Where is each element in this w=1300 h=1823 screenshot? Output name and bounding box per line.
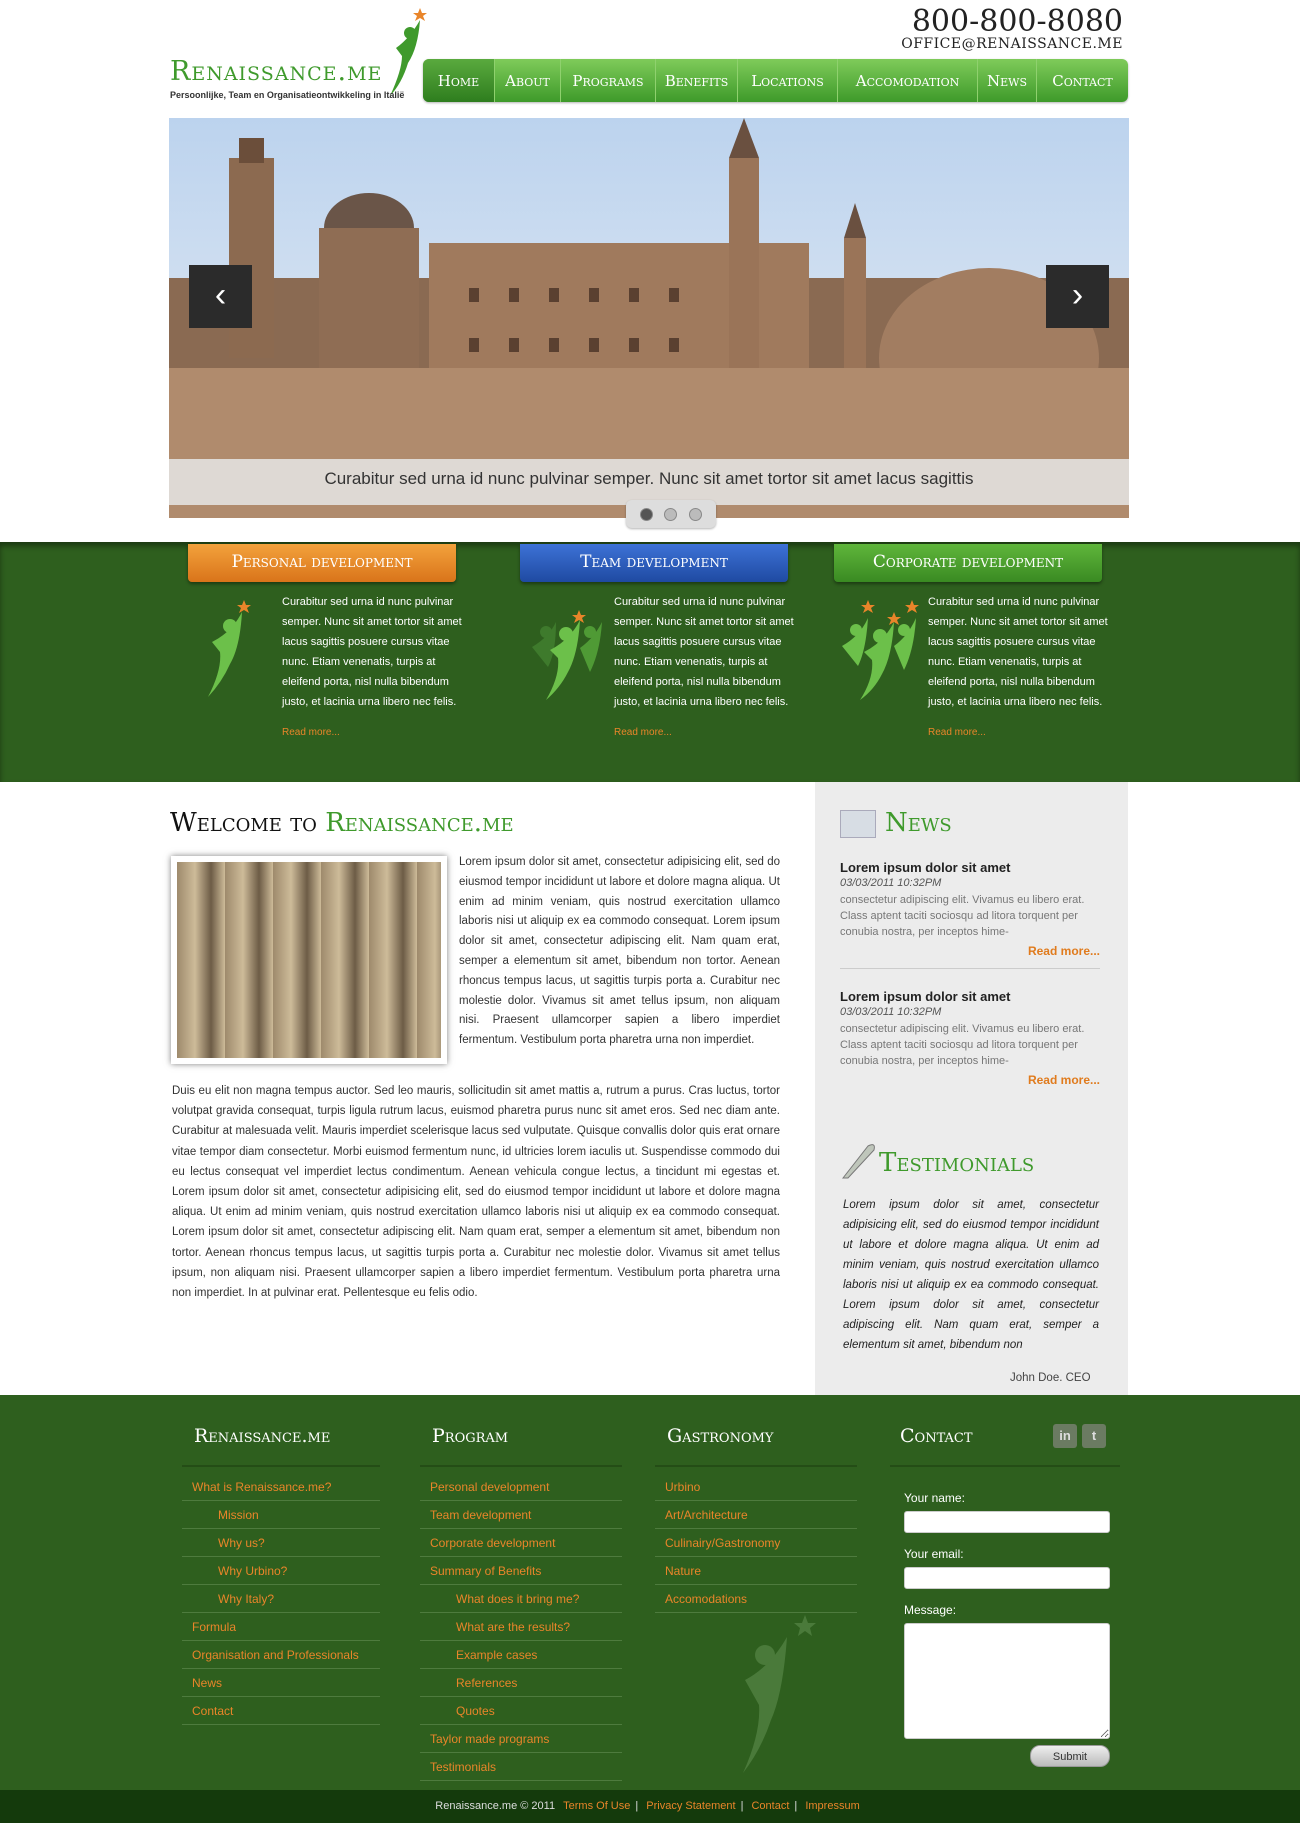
- welcome-heading: [170, 808, 514, 838]
- news-item: [840, 860, 1100, 969]
- feature-corporate: [828, 542, 1128, 782]
- footer-link[interactable]: What is Renaissance.me?: [182, 1473, 380, 1501]
- email-label: Your email:: [904, 1547, 964, 1561]
- footer-link[interactable]: Nature: [655, 1557, 857, 1585]
- slide-caption: Curabitur sed urna id nunc pulvinar semper. Nunc sit amet tortor sit amet lacus sagittis: [169, 459, 1129, 505]
- feature-team-title[interactable]: Team development: [520, 544, 788, 582]
- slider-dot-2[interactable]: [664, 508, 677, 521]
- chevron-left-icon: ‹: [214, 276, 227, 314]
- footer-link[interactable]: Testimonials: [420, 1753, 622, 1781]
- footer-link[interactable]: Taylor made programs: [420, 1725, 622, 1753]
- slide-image: [169, 118, 1129, 518]
- footer-link[interactable]: Mission: [182, 1501, 380, 1529]
- footer-col-gastronomy: [655, 1425, 857, 1613]
- footer-link[interactable]: Organisation and Professionals: [182, 1641, 380, 1669]
- quill-pen-icon: [838, 1140, 878, 1180]
- feature-personal-read-more[interactable]: Read more...: [282, 727, 340, 738]
- feature-personal-text: Curabitur sed urna id nunc pulvinar semper. Nunc sit amet tortor sit amet lacus sagittis posuere cursus vitae nunc. Etiam venenatis, turpis at eleifend porta, nisl nulla bibendum justo, et lacinia urna libero nec felis.: [282, 596, 462, 708]
- person-figure-icon: [192, 592, 262, 702]
- footer-link[interactable]: Formula: [182, 1613, 380, 1641]
- twitter-icon[interactable]: t: [1082, 1424, 1106, 1448]
- news-read-more[interactable]: Read more...: [1027, 1073, 1100, 1087]
- testimonial-author: John Doe. CEO: [1010, 1372, 1091, 1384]
- chevron-right-icon: ›: [1071, 276, 1084, 314]
- newspaper-icon: [840, 810, 876, 838]
- footer-link[interactable]: Summary of Benefits: [420, 1557, 622, 1585]
- email-input[interactable]: [904, 1567, 1110, 1589]
- news-item-title[interactable]: Lorem ipsum dolor sit amet: [840, 860, 1011, 875]
- slider-pagination: [626, 500, 716, 528]
- image-slider: [169, 118, 1129, 518]
- footer-link[interactable]: References: [420, 1669, 622, 1697]
- footer-link[interactable]: News: [182, 1669, 380, 1697]
- logo[interactable]: [170, 8, 430, 98]
- footer-link[interactable]: Why Italy?: [182, 1585, 380, 1613]
- footer: [0, 1395, 1300, 1790]
- footer-link[interactable]: Personal development: [420, 1473, 622, 1501]
- welcome-paragraph-2: Duis eu elit non magna tempus auctor. Sed leo mauris, sollicitudin sit amet mattis a, rutrum a purus. Cras luctus, tortor volutpat gravida consequat, turpis ligula rutrum lacus, euismod pharetra purus nunc sit amet eros. Sed nec diam ante. Curabitur at malesuada velit. Mauris imperdiet scelerisque lacus sed vulputate. Quisque convallis dolor quis erat ornare vitae tempor diam consectetur. Morbi euismod fermentum nunc, id ultricies lorem iaculis ut. Suspendisse commodo dui eu lectus consequat vel imperdiet lectus condimentum. Aenean vehicula congue lectus, a tincidunt mi egestas et. Lorem ipsum dolor sit amet, consectetur adipisicing elit, sed do eiusmod tempor incididunt ut labore et dolore magna aliqua. Ut enim ad minim veniam, quis nostrud exercitation ullamco laboris nisi ut aliquip ex ea commodo consequat. Lorem ipsum dolor sit amet, consectetur adipiscing elit. Nam quam erat, semper a elementum sit amet, bibendum non tortor. Aenean rhoncus tempus lacus, ut sagittis turpis porta a. Curabitur nec molestie dolor. Vivamus sit amet tellus ipsum, non aliquam nisi. Praesent ullamcorper sapien a libero imperdiet fermentum. Vestibulum porta pharetra urna non imperdiet. In at pulvinar erat. Pellentesque eu felis odio.: [172, 1085, 780, 1300]
- main-nav: [423, 59, 1128, 102]
- impressum-link[interactable]: Impressum: [805, 1800, 860, 1812]
- footer-col-title: Program: [420, 1425, 622, 1467]
- feature-band: [0, 542, 1300, 782]
- nav-programs[interactable]: Programs: [561, 59, 656, 102]
- news-read-more[interactable]: Read more...: [840, 944, 1100, 969]
- slider-prev-button[interactable]: [189, 265, 252, 328]
- logo-figure-icon: [388, 8, 428, 98]
- testimonial-text: Lorem ipsum dolor sit amet, consectetur adipisicing elit, sed do eiusmod tempor incididunt ut labore et dolore magna aliqua. Ut enim ad minim veniam, quis nostrud exercitation ullamco laboris nisi ut aliquip ex ea commodo consequat. Lorem ipsum dolor sit amet, consectetur adipiscing elit. Nam quam erat, semper a elementum sit amet, bibendum non: [843, 1199, 1099, 1351]
- footer-link[interactable]: Why us?: [182, 1529, 380, 1557]
- feature-team-text: Curabitur sed urna id nunc pulvinar semper. Nunc sit amet tortor sit amet lacus sagittis posuere cursus vitae nunc. Etiam venenatis, turpis at eleifend porta, nisl nulla bibendum justo, et lacinia urna libero nec felis.: [614, 596, 794, 708]
- news-item-text: consectetur adipiscing elit. Vivamus eu libero erat. Class aptent taciti sociosqu ad litora torquent per conubia nostra, per inceptos hime-: [840, 1023, 1085, 1067]
- email-address[interactable]: OFFICE@RENAISSANCE.ME: [901, 36, 1123, 52]
- nav-accomodation[interactable]: Accomodation: [838, 59, 978, 102]
- footer-col-renaissance: [182, 1425, 380, 1725]
- team-figure-icon: [524, 592, 609, 702]
- logo-tagline: Persoonlijke, Team en Organisatieontwikkeling in Italië: [170, 90, 405, 100]
- news-item-date: 03/03/2011 10:32PM: [840, 1006, 942, 1018]
- feature-personal-title[interactable]: Personal development: [188, 544, 456, 582]
- logo-name: Renaissance.me: [170, 56, 383, 87]
- footer-link[interactable]: Culinairy/Gastronomy: [655, 1529, 857, 1557]
- footer-link[interactable]: Corporate development: [420, 1529, 622, 1557]
- name-input[interactable]: [904, 1511, 1110, 1533]
- footer-link[interactable]: Accomodations: [655, 1585, 857, 1613]
- bottom-bar: Renaissance.me © 2011 Terms Of Use | Privacy Statement | Contact | Impressum: [0, 1790, 1300, 1823]
- welcome-brand: Renaissance.me: [325, 808, 514, 838]
- feature-personal: [182, 542, 482, 782]
- testimonials-heading: Testimonials: [879, 1148, 1035, 1178]
- phone-number: 800-800-8080: [911, 4, 1123, 39]
- welcome-prefix: Welcome to: [170, 808, 317, 838]
- footer-link[interactable]: Why Urbino?: [182, 1557, 380, 1585]
- linkedin-icon[interactable]: in: [1053, 1424, 1077, 1448]
- feature-corporate-read-more[interactable]: Read more...: [928, 727, 986, 738]
- nav-locations[interactable]: Locations: [738, 59, 838, 102]
- slider-dot-3[interactable]: [689, 508, 702, 521]
- submit-button[interactable]: Submit: [1030, 1745, 1110, 1767]
- welcome-paragraph-1: Lorem ipsum dolor sit amet, consectetur adipisicing elit, sed do eiusmod tempor incididunt ut labore et dolore magna aliqua. Ut enim ad minim veniam, quis nostrud exercitation ullamco laboris nisi ut aliquip ex ea commodo consequat. Lorem ipsum dolor sit amet, consectetur adipiscing elit. Nam quam erat, semper a elementum sit amet, bibendum non tortor. Aenean rhoncus tempus lacus, ut sagittis turpis porta a. Curabitur nec molestie dolor. Vivamus sit amet tellus ipsum, non aliquam nisi. Praesent ullamcorper sapien a libero imperdiet fermentum. Vestibulum porta pharetra urna non imperdiet.: [459, 856, 780, 1047]
- slider-next-button[interactable]: [1046, 265, 1109, 328]
- news-item-date: 03/03/2011 10:32PM: [840, 877, 942, 889]
- footer-link[interactable]: Contact: [182, 1697, 380, 1725]
- footer-link[interactable]: Example cases: [420, 1641, 622, 1669]
- nav-news[interactable]: News: [978, 59, 1037, 102]
- footer-link[interactable]: Quotes: [420, 1697, 622, 1725]
- news-item: [840, 989, 1100, 1097]
- contact-form: [890, 1425, 1120, 1739]
- message-label: Message:: [904, 1603, 957, 1617]
- footer-link[interactable]: Art/Architecture: [655, 1501, 857, 1529]
- slider-dot-1[interactable]: [640, 508, 653, 521]
- nav-contact[interactable]: Contact: [1052, 71, 1113, 90]
- corporate-figure-icon: [838, 592, 923, 702]
- nav-benefits[interactable]: Benefits: [656, 59, 738, 102]
- privacy-link[interactable]: Privacy Statement: [646, 1800, 736, 1812]
- feature-corporate-text: Curabitur sed urna id nunc pulvinar semper. Nunc sit amet tortor sit amet lacus sagittis posuere cursus vitae nunc. Etiam venenatis, turpis at eleifend porta, nisl nulla bibendum justo, et lacinia urna libero nec felis.: [928, 596, 1108, 708]
- copyright: Renaissance.me © 2011: [435, 1800, 556, 1812]
- footer-link[interactable]: What are the results?: [420, 1613, 622, 1641]
- footer-col-program: [420, 1425, 622, 1781]
- news-heading: News: [885, 808, 952, 838]
- feature-team-read-more[interactable]: Read more...: [614, 727, 672, 738]
- columns-photo: [171, 856, 447, 1064]
- footer-col-title: Contact: [890, 1425, 1120, 1467]
- footer-link[interactable]: Urbino: [655, 1473, 857, 1501]
- figure-watermark-icon: [735, 1615, 825, 1775]
- contact-link[interactable]: Contact: [751, 1800, 790, 1812]
- message-textarea[interactable]: [904, 1623, 1110, 1739]
- terms-link[interactable]: Terms Of Use: [563, 1800, 631, 1812]
- footer-col-title: Renaissance.me: [182, 1425, 380, 1467]
- news-item-text: consectetur adipiscing elit. Vivamus eu libero erat. Class aptent taciti sociosqu ad litora torquent per conubia nostra, per inceptos hime-: [840, 894, 1085, 938]
- feature-corporate-title[interactable]: Corporate development: [834, 544, 1102, 582]
- nav-home[interactable]: Home: [423, 59, 495, 102]
- footer-col-title: Gastronomy: [655, 1425, 857, 1467]
- feature-team: [514, 542, 814, 782]
- footer-link[interactable]: Team development: [420, 1501, 622, 1529]
- nav-about[interactable]: About: [495, 59, 561, 102]
- news-item-title[interactable]: Lorem ipsum dolor sit amet: [840, 989, 1011, 1004]
- footer-link[interactable]: What does it bring me?: [420, 1585, 622, 1613]
- name-label: Your name:: [904, 1491, 965, 1505]
